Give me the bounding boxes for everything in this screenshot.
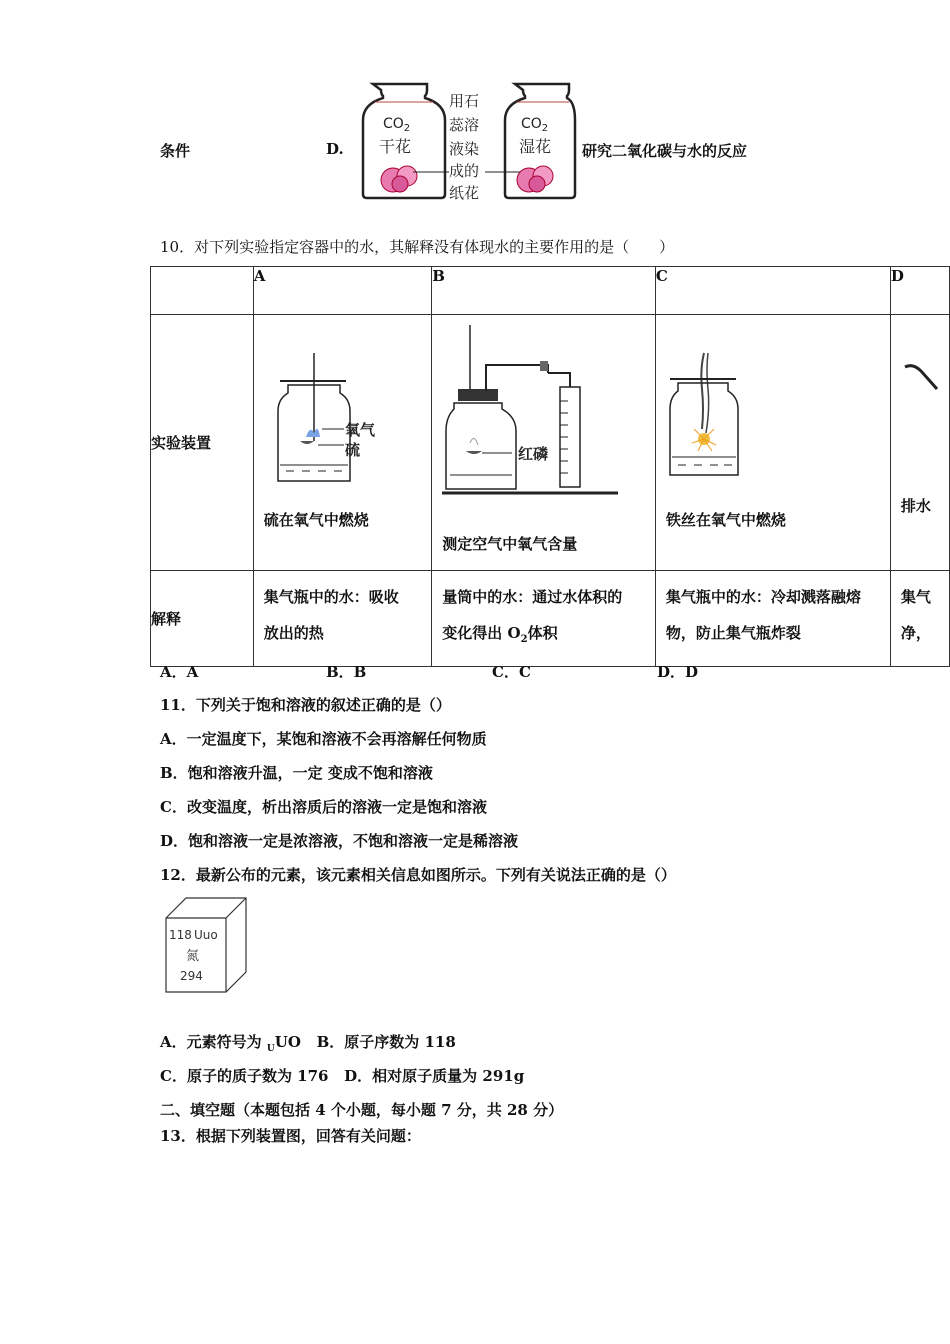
device-b-caption: 测定空气中氧气含量 xyxy=(442,535,578,553)
co2-flower-bottles-figure xyxy=(355,80,580,205)
q12-question: 12．最新公布的元素，该元素相关信息如图所示。下列有关说法正确的是（） xyxy=(160,866,676,884)
svg-text:用石: 用石 xyxy=(449,92,480,110)
svg-text:CO2: $CO_2$ xyxy=(383,116,411,134)
right-flower-label: 湿花 xyxy=(519,137,552,156)
q11-option-c[interactable]: C．改变温度，析出溶质后的溶液一定是饱和溶液 xyxy=(160,798,487,816)
q10-option-a[interactable]: A．A xyxy=(160,663,199,681)
middle-label xyxy=(413,92,523,202)
sulfur-burning-apparatus xyxy=(274,349,404,489)
svg-text:硫: 硫 xyxy=(344,441,360,459)
svg-text:294: 294 xyxy=(180,969,203,983)
svg-text:纸花: 纸花 xyxy=(449,184,480,202)
device-row-label: 实验装置 xyxy=(151,315,254,571)
svg-text:氧气: 氧气 xyxy=(344,421,375,439)
left-flower-label: 干花 xyxy=(379,137,412,156)
device-b-cell xyxy=(432,315,656,571)
q10-question: 10．对下列实验指定容器中的水，其解释没有体现水的主要作用的是（ ） xyxy=(160,238,675,256)
header-cell-a: A xyxy=(253,267,432,315)
q10-option-b[interactable]: B．B xyxy=(326,663,367,681)
q10-table xyxy=(150,266,950,667)
explain-a: 集气瓶中的水：吸收 放出的热 xyxy=(253,571,432,667)
header-cell-c: C xyxy=(655,267,890,315)
header-cell xyxy=(151,267,254,315)
device-row xyxy=(151,315,950,571)
svg-text:蕊溶: 蕊溶 xyxy=(449,116,480,134)
q12-option-c[interactable]: C．原子的质子数为 176 xyxy=(160,1067,329,1085)
device-c-cell xyxy=(655,315,890,571)
q11-question: 11．下列关于饱和溶液的叙述正确的是（） xyxy=(160,696,451,714)
device-d-cell xyxy=(890,315,949,571)
header-cell-d: D xyxy=(890,267,949,315)
water-collection-apparatus xyxy=(901,359,941,399)
header-cell-b: B xyxy=(432,267,656,315)
device-a-cell xyxy=(253,315,432,571)
section-heading: 二、填空题（本题包括 4 个小题，每小题 7 分，共 28 分） xyxy=(160,1101,564,1119)
condition-label: 条件 xyxy=(160,142,191,160)
option-d-letter: D. xyxy=(326,140,344,158)
svg-text:液染: 液染 xyxy=(449,140,480,158)
q10-option-c[interactable]: C．C xyxy=(492,663,531,681)
q12-option-d[interactable]: D．相对原子质量为 291g xyxy=(344,1067,525,1085)
q11-option-b[interactable]: B．饱和溶液升温，一定 变成不饱和溶液 xyxy=(160,764,433,782)
svg-text:Uuo: Uuo xyxy=(194,928,218,942)
q12-options-line2 xyxy=(160,1065,524,1086)
purpose-text: 研究二氧化碳与水的反应 xyxy=(582,142,748,160)
explain-c: 集气瓶中的水：冷却溅落融熔 物，防止集气瓶炸裂 xyxy=(655,571,890,667)
q12-option-b[interactable]: B．原子序数为 118 xyxy=(316,1033,456,1051)
iron-wire-apparatus xyxy=(666,349,756,489)
svg-text:118: 118 xyxy=(169,928,192,942)
q13-question: 13．根据下列装置图，回答有关问题： xyxy=(160,1127,421,1145)
q12-option-a[interactable]: A．元素符号为 $_U$UO xyxy=(160,1033,301,1054)
svg-text:氮: 氮 xyxy=(186,949,200,964)
explain-d: 集气 净， xyxy=(890,571,949,667)
explain-row-label: 解释 xyxy=(151,571,254,667)
svg-text:成的: 成的 xyxy=(449,162,480,180)
table-header-row xyxy=(151,267,950,315)
q11-option-a[interactable]: A．一定温度下，某饱和溶液不会再溶解任何物质 xyxy=(160,730,487,748)
explain-row xyxy=(151,571,950,667)
explain-b: 量筒中的水：通过水体积的 变化得出 $O_2$体积 xyxy=(432,571,656,667)
device-c-caption: 铁丝在氧气中燃烧 xyxy=(665,511,786,529)
svg-text:CO2: $CO_2$ xyxy=(521,116,549,134)
q10-option-d[interactable]: D．D xyxy=(657,663,699,681)
device-d-caption: 排水 xyxy=(900,497,931,515)
q12-options-line1 xyxy=(160,1031,456,1054)
device-a-caption: 硫在氧气中燃烧 xyxy=(263,511,369,529)
element-cube-figure xyxy=(160,894,252,996)
svg-text:红磷: 红磷 xyxy=(518,445,549,463)
phosphorus-apparatus xyxy=(440,321,630,501)
q11-option-d[interactable]: D．饱和溶液一定是浓溶液，不饱和溶液一定是稀溶液 xyxy=(160,832,519,850)
